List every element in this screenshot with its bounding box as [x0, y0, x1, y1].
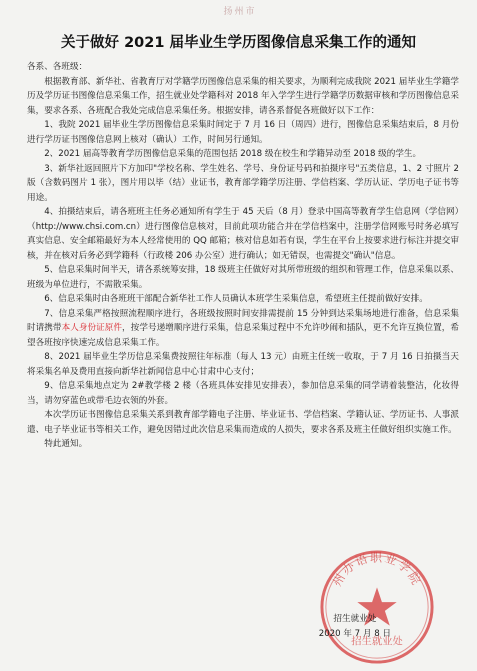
item-9-paragraph: 9、信息采集地点定为 2#教学楼 2 楼（各班具体安排见安排表），参加信息采集的同学请着装整洁，化妆得当，请勿穿蓝色或带毛边衣领的外套。: [27, 381, 459, 406]
seal-center-text: 招生就业处: [351, 635, 403, 648]
item-8-paragraph: 8、2021 届毕业生学历信息采集费按照往年标准（每人 13 元）由班主任统一收取，于 7 月 16 日拍摄当天将采集名单及费用直接向新华社新闻信息中心甘肃中心支付；: [27, 352, 459, 377]
notice-body: [27, 60, 459, 452]
closing-paragraph: 本次学历证书图像信息采集关系到教育部学籍电子注册、毕业证书、学信档案、学籍认证、学历证书、人事派遣、电子毕业证书等相关工作，避免因错过此次信息采集而造成的人损失，要求各系及班主任做好组织实施工作。: [27, 410, 459, 435]
item-4-paragraph: 4、拍摄结束后，请各班班主任务必通知所有学生于 45 天后（8 月）登录中国高等教育学生信息网（学信网）（http://www.chsi.com.cn）进行图像信息核对，目前此项功能合并在学信档案中，注册学信网账号时务必填写真实信息、安全邮箱最好为本人经常使用的 QQ 邮箱；核对信息如若有误，学生在平台上按要求进行标注并提交审核，并在核对后务必到学籍科（行政楼 206 办公室）进行确认；如无错误，也需提交"确认"信息。: [27, 207, 459, 261]
item-5-paragraph: 5、信息采集时间半天，请各系统筹安排，18 级班主任做好对其所带班级的组织和管理工作，信息采集以系、班级为单位进行，不需散采集。: [27, 265, 459, 290]
intro-paragraph: 根据教育部、新华社、省教育厅对学籍学历图像信息采集的相关要求，为顺利完成我院 2021 届毕业生学籍学历及学历证书图像信息采集工作，招生就业处学籍科对 2018 年入学学生进行学籍学历数据审核和学历图像信息采集，要求各系、各班配合我处完成信息采集任务。根据安排，请各系督促各班做好以下工作：: [27, 76, 459, 116]
item-7-text-after: ，按学号递增顺序进行采集，信息采集过程中不允许吵闹和插队，更不允许互换位置，希望各班按序快速完成信息采集工作。: [27, 323, 459, 348]
issuing-office: 招生就业处: [333, 614, 377, 624]
notice-title: 关于做好 2021 届毕业生学历图像信息采集工作的通知: [61, 35, 416, 51]
signature-block: [319, 612, 391, 641]
item-7-paragraph: [27, 307, 459, 351]
item-2-paragraph: 2、2021 届高等教育学历图像信息采集的范围包括 2018 级在校生和学籍异动至 2018 级的学生。: [44, 149, 422, 159]
item-6-paragraph: 6、信息采集时由各班班干部配合新华社工作人员确认本班学生采集信息，希望班主任提前做好安排。: [44, 294, 428, 304]
issue-date: 2020 年 7 月 8 日: [318, 628, 391, 639]
item-1-paragraph: 1、我院 2021 届毕业生学历图像信息采集时间定于 7 月 16 日（周四）进行，图像信息采集结束后，8 月份进行学历证书图像信息网上核对（确认）工作，时间另行通知。: [27, 120, 459, 145]
id-card-highlight: 本人身份证原件: [61, 323, 123, 333]
item-3-paragraph: 3、新华社返回照片下方加印"学校名称、学生姓名、学号、身份证号码和拍摄序号"五类信息，1、2 寸照片 2 版（含数码图片 1 张），图片用以毕（结）业证书，教育部学籍学历注册、学信档案、学历认证、学历电子证书等用途。: [27, 163, 459, 203]
salutation: 各系、各班级：: [27, 62, 88, 72]
header-stamp-text: 扬州市: [223, 7, 257, 17]
official-seal: [318, 548, 436, 666]
item-7-text-before: 7、信息采集严格按照流程顺序进行，各班级按照时间安排需提前 15 分钟到达采集场地进行准备，信息采集时请携带: [27, 308, 459, 333]
seal-ring-text: 州办语职业学院: [329, 550, 425, 589]
closing-remark: 特此通知。: [44, 439, 88, 449]
